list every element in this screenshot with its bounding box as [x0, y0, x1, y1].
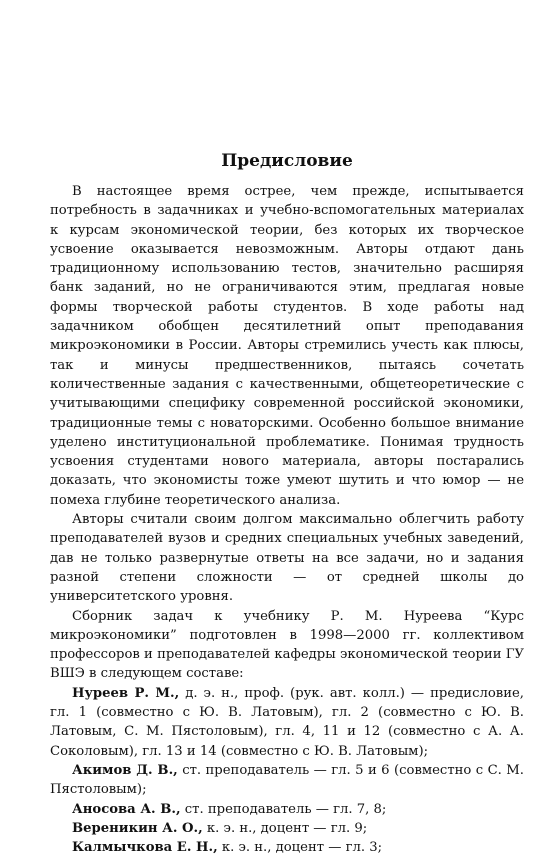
author-entry: [50, 819, 524, 838]
document-page: [50, 150, 524, 857]
page-title: Предисловие: [221, 151, 353, 171]
author-entry: [50, 800, 524, 819]
author-name: Верeникин А. О.,: [72, 820, 203, 836]
author-details: к. э. н., доцент — гл. 3;: [217, 840, 383, 856]
author-name: Акимов Д. В.,: [72, 762, 178, 778]
paragraph-intro: В настоящее время острее, чем прежде, испытывается потребность в задачниках и учебно-вспомогательных материалах к курсам экономической теории, без которых их творческое усвоение оказывается невозможным. Авторы отдают дань традиционному использованию тестов, значительно расширяя банк заданий, но не ограничиваются этим, предлагая новые формы творческой работы студентов. В ходе работы над задачником обобщен десятилетний опыт преподавания микроэкономики в России. Авторы стремились учесть как плюсы, так и минусы предшественников, пытаясь сочетать количественные задания с качественными, общетеоретические с учитывающими специфику современной российской экономики, традиционные темы с новаторскими. Особенно большое внимание уделено институциональной проблематике. Понимая трудность усвоения студентами нового материала, авторы постарались доказать, что экономисты тоже умеют шутить и что юмор — не помеха глубине теоретического анализа.: [50, 184, 524, 508]
author-name: Калмычкова Е. Н.,: [72, 840, 218, 856]
author-name: Нуреев Р. М.,: [72, 685, 180, 701]
author-details: д. э. н., проф. (рук. авт. колл.) — предисловие, гл. 1 (совместно с Ю. В. Латовым), гл. 2 (совместно с Ю. В. Латовым, С. М. Пястоловым), гл. 4, 11 и 12 (совместно с А. А. Соколовым), гл. 13 и 14 (совместно с Ю. В. Латовым);: [50, 685, 524, 759]
author-entry: [50, 684, 524, 761]
author-details: ст. преподаватель — гл. 5 и 6 (совместно с С. М. Пястоловым);: [50, 762, 524, 798]
author-entry: [50, 761, 524, 800]
paragraph-authors-intro: Сборник задач к учебнику Р. М. Нуреева “Курс микроэкономики” подготовлен в 1998—2000 гг. коллективом профессоров и преподавателей кафедры экономической теории ГУ ВШЭ в следующем составе:: [50, 608, 524, 682]
author-details: ст. преподаватель — гл. 7, 8;: [180, 801, 387, 817]
author-name: Аносова А. В.,: [72, 801, 181, 817]
paragraph-teachers: Авторы считали своим долгом максимально облегчить работу преподавателей вузов и средних специальных учебных заведений, дав не только развернутые ответы на все задачи, но и задания разной степени сложности — от средней школы до университетского уровня.: [50, 512, 524, 605]
author-entry: [50, 838, 524, 857]
author-details: к. э. н., доцент — гл. 9;: [202, 820, 368, 836]
